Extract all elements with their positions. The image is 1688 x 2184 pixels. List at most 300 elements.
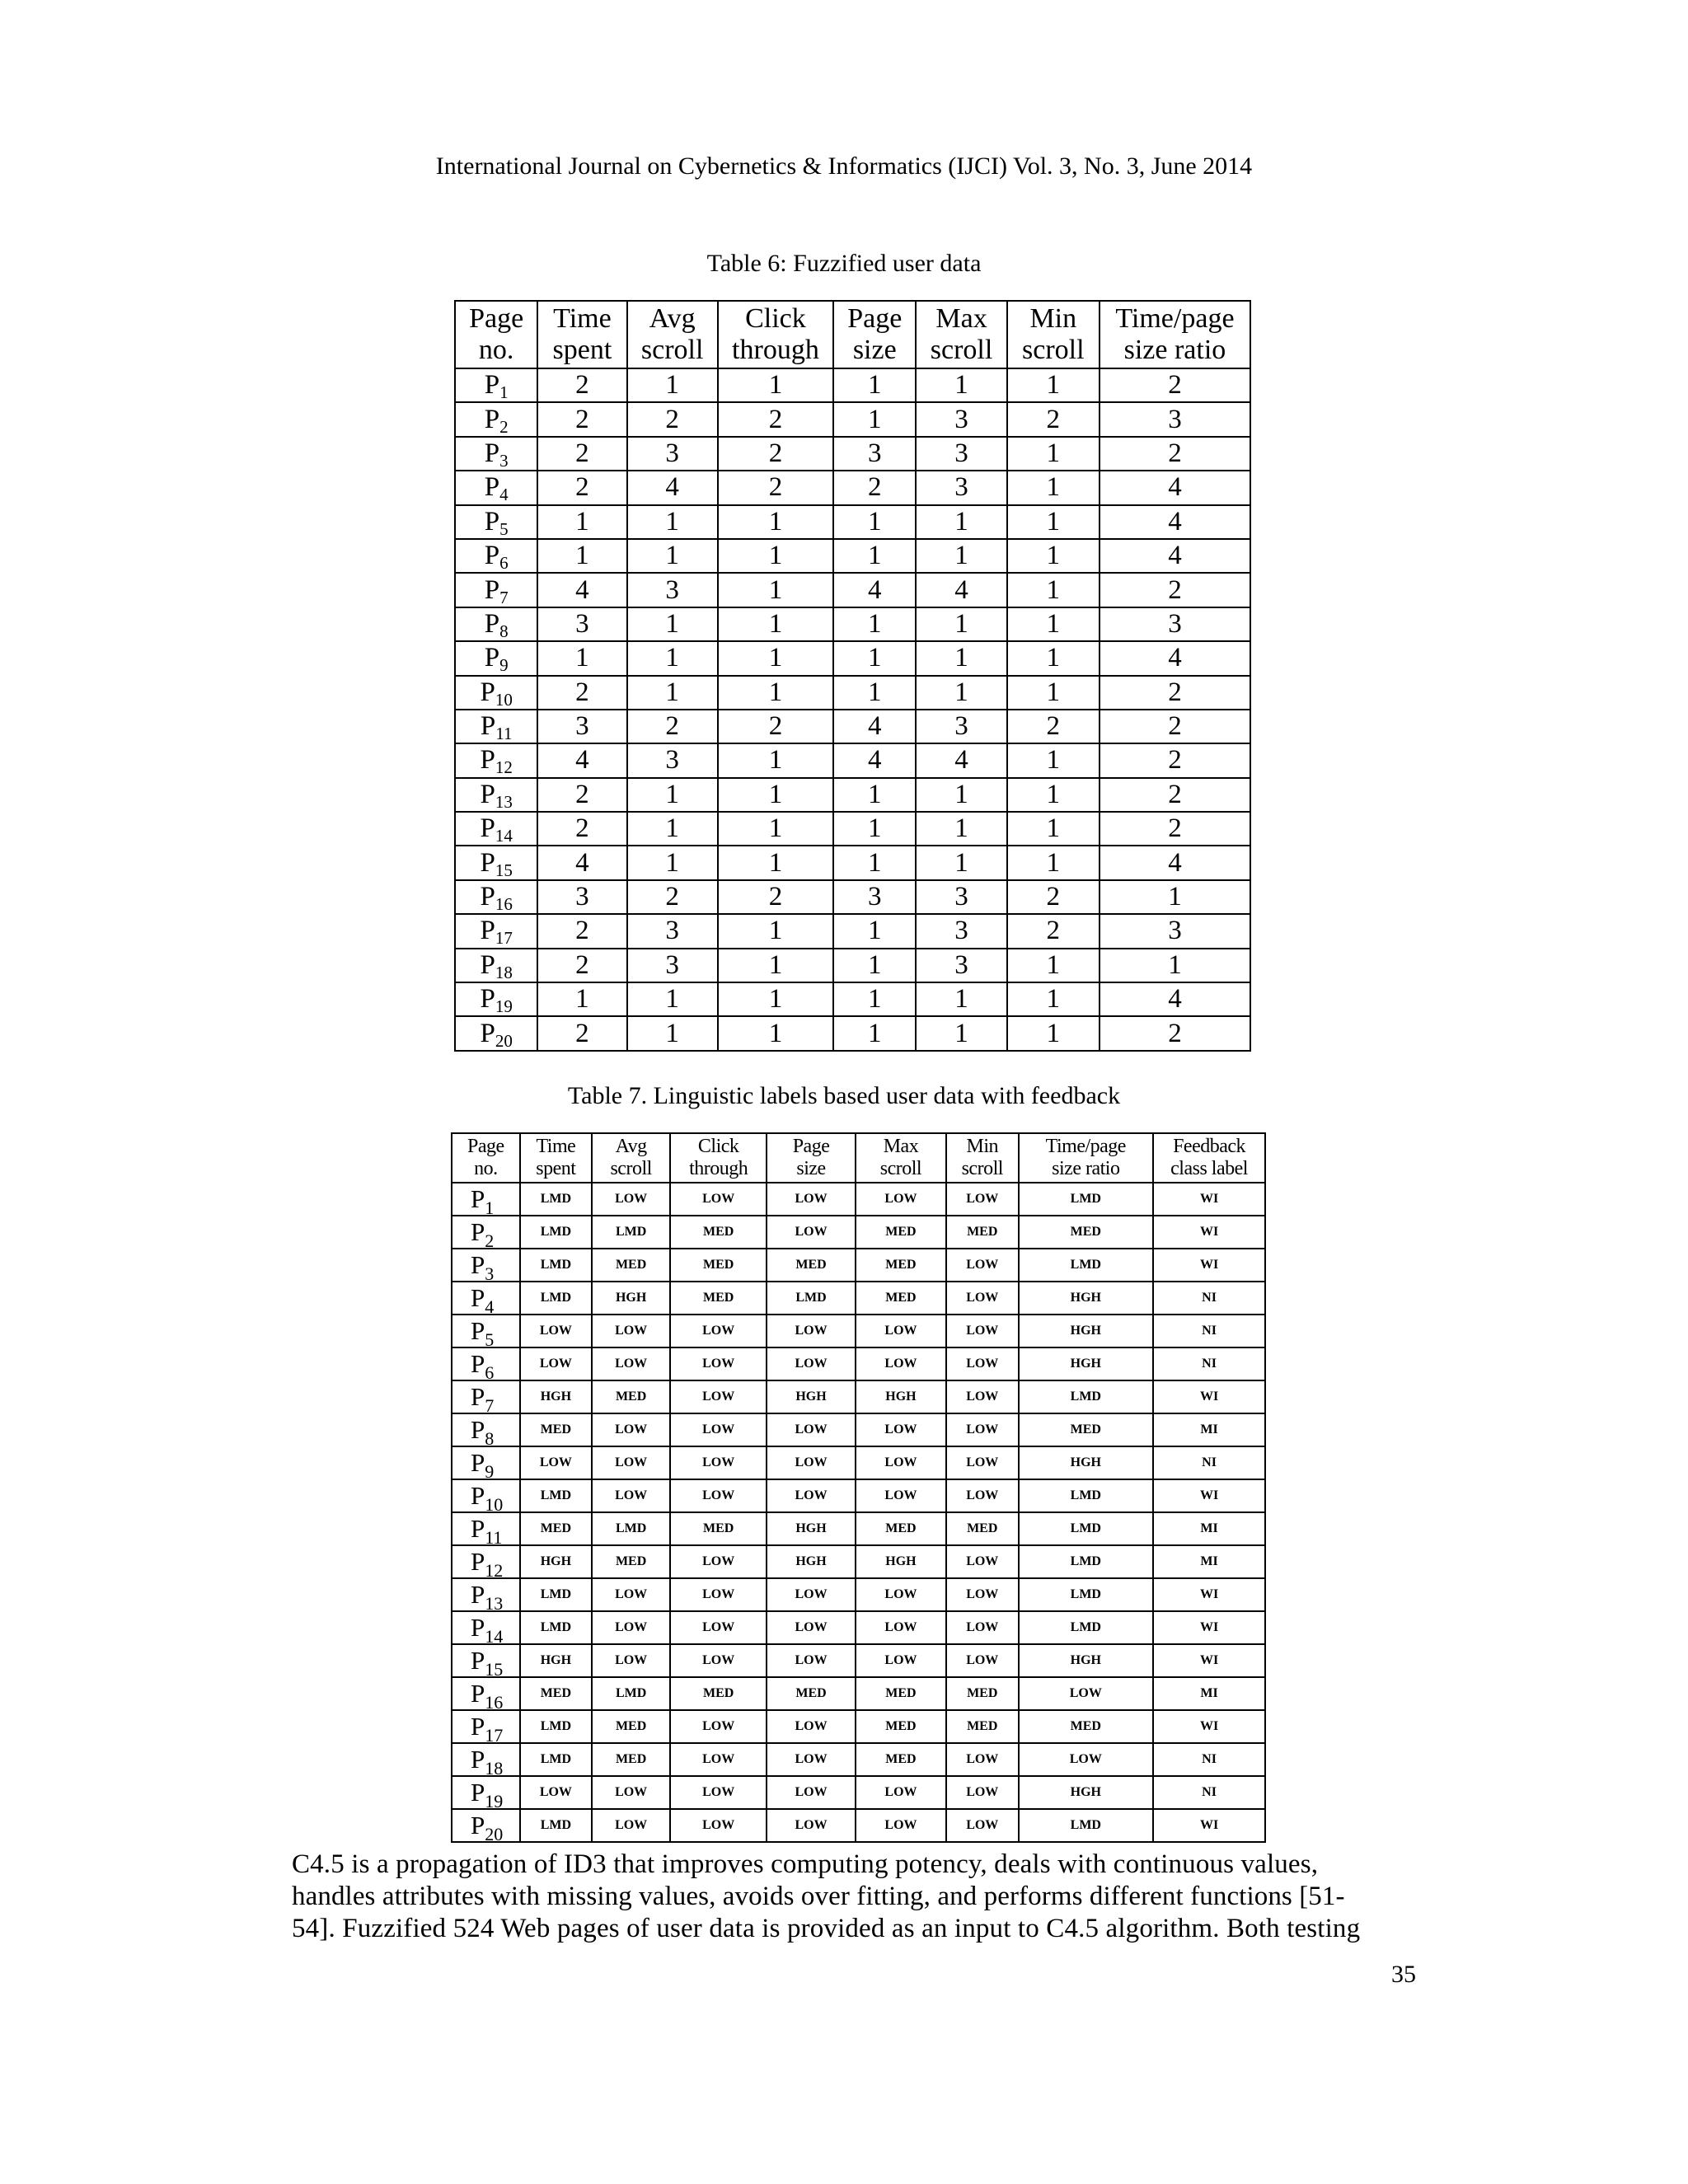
body-line: C4.5 is a propagation of ID3 that improves computing potency, deals with continuous values, [292, 1849, 1319, 1879]
table-cell: 3 [916, 437, 1006, 471]
page-index: 8 [499, 621, 509, 641]
table-cell: 4 [1100, 471, 1250, 504]
table-cell: 3 [1100, 914, 1250, 948]
table-cell: LOW [946, 1380, 1019, 1413]
table-cell: MED [856, 1249, 946, 1282]
column-header [1019, 1133, 1154, 1183]
column-header [833, 301, 916, 368]
page-no-cell [452, 1380, 520, 1416]
table-cell: MED [856, 1512, 946, 1545]
table-cell: LOW [946, 1809, 1019, 1842]
page-prefix: P [484, 404, 500, 434]
table-row [452, 1677, 1265, 1710]
header-line: Min [1029, 303, 1077, 334]
table-cell: LOW [670, 1644, 767, 1677]
table-cell: MI [1153, 1413, 1265, 1446]
table-cell: LOW [767, 1315, 856, 1347]
header-line: spent [536, 1158, 576, 1179]
table-cell: 1 [1007, 368, 1100, 402]
table-cell: LOW [670, 1776, 767, 1809]
page-no-cell [452, 1249, 520, 1282]
table-cell: 2 [537, 402, 626, 436]
table-row [455, 846, 1250, 879]
table-cell: 4 [537, 573, 626, 607]
page-no-cell [452, 1545, 520, 1581]
table-cell: 1 [916, 1016, 1006, 1050]
table7-header-row [452, 1133, 1265, 1183]
page-no-cell [452, 1677, 520, 1713]
table-cell: 1 [718, 505, 833, 539]
table-cell: LOW [520, 1347, 592, 1380]
page-index: 13 [495, 791, 513, 812]
table-cell: WI [1153, 1578, 1265, 1611]
header-line: Max [935, 303, 987, 334]
table-cell: LOW [767, 1710, 856, 1743]
page-index: 7 [499, 587, 509, 607]
page-index: 10 [495, 689, 513, 710]
header-line: Avg [649, 303, 696, 334]
table-cell: 1 [916, 846, 1006, 879]
table-cell: 2 [1100, 812, 1250, 846]
page-prefix: P [471, 1778, 485, 1807]
table-cell: 1 [718, 676, 833, 710]
table-cell: 2 [718, 880, 833, 914]
table-cell: LMD [520, 1578, 592, 1611]
table-cell: 1 [1007, 743, 1100, 777]
table-cell: MED [856, 1710, 946, 1743]
table-cell: MED [592, 1249, 670, 1282]
table-cell: LOW [670, 1315, 767, 1347]
table-cell: 3 [1100, 607, 1250, 641]
table-cell: HGH [856, 1380, 946, 1413]
page-prefix: P [480, 779, 495, 809]
page-index: 4 [499, 485, 509, 505]
table-cell: 3 [627, 573, 718, 607]
table-row [452, 1413, 1265, 1446]
table-cell: 1 [537, 641, 626, 675]
table-cell: LOW [856, 1183, 946, 1216]
page-prefix: P [471, 1745, 485, 1774]
column-header [946, 1133, 1019, 1183]
column-header [537, 301, 626, 368]
header-line: scroll [640, 335, 704, 365]
table-cell: 4 [833, 573, 916, 607]
header-line: size [852, 335, 897, 365]
page-no-cell [452, 1183, 520, 1216]
table-cell: 2 [1100, 710, 1250, 743]
table-cell: LOW [767, 1216, 856, 1249]
table-cell: 1 [833, 505, 916, 539]
table-row [455, 607, 1250, 641]
column-header [520, 1133, 592, 1183]
table-cell: LMD [1019, 1611, 1154, 1644]
table-cell: HGH [520, 1545, 592, 1578]
table-cell: LMD [592, 1677, 670, 1710]
table-cell: 4 [833, 710, 916, 743]
page-no-cell [455, 505, 537, 539]
table-row [452, 1578, 1265, 1611]
page-index: 9 [485, 1461, 495, 1482]
table-cell: LOW [856, 1776, 946, 1809]
page-index: 6 [499, 553, 509, 574]
table-row [452, 1446, 1265, 1479]
page-index: 10 [485, 1494, 504, 1515]
table-cell: LOW [946, 1578, 1019, 1611]
page-no-cell [452, 1743, 520, 1779]
table-cell: 1 [1007, 471, 1100, 504]
table-cell: MED [946, 1512, 1019, 1545]
table-cell: LOW [767, 1479, 856, 1512]
table-cell: 1 [916, 676, 1006, 710]
table-cell: 4 [916, 573, 1006, 607]
table-cell: LOW [767, 1776, 856, 1809]
table-cell: 2 [718, 437, 833, 471]
table-cell: HGH [1019, 1315, 1154, 1347]
table-row [455, 949, 1250, 982]
table-cell: LOW [946, 1315, 1019, 1347]
table-cell: WI [1153, 1479, 1265, 1512]
table-cell: LOW [670, 1446, 767, 1479]
page-prefix: P [484, 438, 500, 468]
table-cell: MED [946, 1677, 1019, 1710]
header-line: no. [474, 1158, 498, 1179]
table-row [452, 1479, 1265, 1512]
table-cell: LMD [592, 1512, 670, 1545]
page-no-cell [455, 676, 537, 710]
table-cell: MED [1019, 1413, 1154, 1446]
page-prefix: P [480, 1018, 495, 1048]
page-no-cell [455, 471, 537, 504]
table-cell: 1 [627, 368, 718, 402]
table-cell: 3 [916, 471, 1006, 504]
header-line: through [689, 1158, 748, 1179]
table-cell: LOW [946, 1776, 1019, 1809]
page-index: 6 [485, 1362, 495, 1383]
page-index: 17 [485, 1725, 504, 1746]
page-index: 13 [485, 1593, 504, 1614]
page-prefix: P [484, 472, 500, 503]
table-cell: LOW [670, 1578, 767, 1611]
page-prefix: P [471, 1580, 485, 1609]
page-prefix: P [471, 1679, 485, 1708]
table-cell: 1 [627, 641, 718, 675]
table-row [455, 641, 1250, 675]
page-no-cell [455, 607, 537, 641]
table-cell: 4 [1100, 641, 1250, 675]
table-cell: 3 [833, 437, 916, 471]
table-cell: 1 [1007, 949, 1100, 982]
table-cell: LOW [767, 1578, 856, 1611]
table-cell: 1 [627, 1016, 718, 1050]
table-cell: 1 [916, 982, 1006, 1016]
table-cell: MED [767, 1249, 856, 1282]
table-cell: 1 [1007, 812, 1100, 846]
table-cell: 1 [627, 846, 718, 879]
table-cell: 2 [1007, 914, 1100, 948]
table-cell: MED [592, 1710, 670, 1743]
table-row [452, 1216, 1265, 1249]
table-row [452, 1282, 1265, 1315]
table-cell: HGH [1019, 1347, 1154, 1380]
table-cell: 3 [1100, 402, 1250, 436]
table-cell: LOW [670, 1413, 767, 1446]
table-row [455, 505, 1250, 539]
page-no-cell [455, 880, 537, 914]
page-prefix: P [471, 1448, 485, 1477]
table-cell: MI [1153, 1677, 1265, 1710]
table-cell: MED [946, 1216, 1019, 1249]
table-row [452, 1644, 1265, 1677]
table-cell: NI [1153, 1282, 1265, 1315]
table-row [455, 812, 1250, 846]
page-prefix: P [471, 1382, 485, 1411]
page-index: 1 [485, 1197, 495, 1218]
page-index: 3 [499, 450, 509, 471]
table-cell: HGH [592, 1282, 670, 1315]
table-row [452, 1611, 1265, 1644]
table-cell: LOW [767, 1413, 856, 1446]
page-prefix: P [471, 1712, 485, 1741]
table-cell: 1 [916, 607, 1006, 641]
page-prefix: P [484, 506, 500, 537]
page-index: 11 [495, 724, 513, 744]
table-cell: HGH [520, 1380, 592, 1413]
table-cell: LOW [946, 1611, 1019, 1644]
table-cell: 1 [627, 607, 718, 641]
table-row [452, 1743, 1265, 1776]
page-no-cell [452, 1446, 520, 1482]
table-cell: 1 [1007, 607, 1100, 641]
table-cell: 1 [718, 982, 833, 1016]
page-prefix: P [471, 1646, 485, 1675]
page-prefix: P [480, 745, 495, 776]
table-row [455, 982, 1250, 1016]
page-prefix: P [471, 1283, 485, 1312]
table-cell: 1 [1007, 846, 1100, 879]
table-cell: 3 [916, 880, 1006, 914]
page-prefix: P [484, 608, 500, 639]
table-cell: 2 [537, 1016, 626, 1050]
table-row [452, 1249, 1265, 1282]
header-line: Click [745, 303, 806, 334]
table-cell: LOW [670, 1380, 767, 1413]
page-no-cell [452, 1413, 520, 1449]
table-cell: 1 [833, 402, 916, 436]
table-cell: 1 [627, 982, 718, 1016]
table-cell: WI [1153, 1183, 1265, 1216]
table-cell: LOW [946, 1743, 1019, 1776]
table-cell: LOW [856, 1611, 946, 1644]
page-prefix: P [471, 1613, 485, 1642]
table-cell: MED [856, 1282, 946, 1315]
table-cell: 1 [833, 812, 916, 846]
header-line: through [732, 335, 819, 365]
table-cell: LMD [520, 1809, 592, 1842]
journal-header: International Journal on Cybernetics & Informatics (IJCI) Vol. 3, No. 3, June 2014 [435, 152, 1253, 180]
table6-header-row [455, 301, 1250, 368]
column-header [452, 1133, 520, 1183]
table-cell: HGH [520, 1644, 592, 1677]
table-cell: MED [1019, 1710, 1154, 1743]
table-cell: 1 [1007, 1016, 1100, 1050]
table-cell: MED [592, 1743, 670, 1776]
body-line: 54]. Fuzzified 524 Web pages of user data is provided as an input to C4.5 algorithm. Both testing [292, 1914, 1361, 1943]
page-prefix: P [480, 882, 495, 912]
table-cell: LOW [520, 1315, 592, 1347]
column-header [592, 1133, 670, 1183]
table-cell: LMD [520, 1743, 592, 1776]
table-cell: LOW [856, 1347, 946, 1380]
table-cell: LOW [670, 1183, 767, 1216]
table-cell: LMD [520, 1611, 592, 1644]
table-row [452, 1809, 1265, 1842]
table-cell: 4 [1100, 846, 1250, 879]
table-cell: LOW [946, 1545, 1019, 1578]
table-cell: LOW [946, 1479, 1019, 1512]
page-index: 19 [485, 1791, 504, 1811]
table-cell: 1 [916, 368, 1006, 402]
table-cell: LMD [592, 1216, 670, 1249]
table-cell: NI [1153, 1776, 1265, 1809]
table-cell: 2 [1007, 880, 1100, 914]
table-cell: LOW [592, 1413, 670, 1446]
table-cell: LMD [1019, 1809, 1154, 1842]
page-no-cell [452, 1216, 520, 1249]
header-line: Page [469, 303, 524, 334]
page-no-cell [455, 743, 537, 777]
table-cell: 1 [718, 573, 833, 607]
table-cell: 3 [537, 607, 626, 641]
column-header [627, 301, 718, 368]
page-prefix: P [471, 1316, 485, 1345]
page-prefix: P [471, 1547, 485, 1576]
table-cell: 1 [1007, 437, 1100, 471]
table-cell: 1 [1007, 778, 1100, 812]
table-cell: LOW [946, 1413, 1019, 1446]
header-line: scroll [961, 1158, 1003, 1179]
table-cell: LOW [767, 1611, 856, 1644]
table6-fuzzified-user-data [454, 300, 1251, 1052]
header-line: scroll [930, 335, 993, 365]
table-cell: MED [670, 1512, 767, 1545]
page-prefix: P [480, 984, 495, 1015]
header-line: Page [847, 303, 903, 334]
page-no-cell [455, 1016, 537, 1050]
page-index: 9 [499, 655, 509, 676]
table-cell: LOW [767, 1809, 856, 1842]
page-index: 12 [495, 757, 513, 778]
table-cell: 1 [1007, 982, 1100, 1016]
table-cell: 2 [1100, 778, 1250, 812]
page-no-cell [455, 949, 537, 982]
table-cell: HGH [767, 1512, 856, 1545]
header-line: no. [478, 335, 514, 365]
table-cell: 4 [916, 743, 1006, 777]
page-index: 3 [485, 1263, 495, 1284]
table-cell: LMD [1019, 1183, 1154, 1216]
table-cell: 1 [537, 539, 626, 573]
table-cell: LOW [1019, 1743, 1154, 1776]
table-cell: 2 [718, 471, 833, 504]
table-cell: 4 [1100, 539, 1250, 573]
body-paragraph [292, 1849, 1403, 1945]
table-cell: 1 [537, 505, 626, 539]
header-line: Time/page [1045, 1136, 1126, 1157]
table-row [455, 539, 1250, 573]
table-cell: LOW [856, 1479, 946, 1512]
page-prefix: P [471, 1415, 485, 1444]
table-cell: WI [1153, 1710, 1265, 1743]
table-cell: 1 [916, 812, 1006, 846]
table-cell: 1 [537, 982, 626, 1016]
table-cell: LOW [856, 1809, 946, 1842]
header-line: Time [553, 303, 612, 334]
page-prefix: P [480, 916, 495, 946]
table-cell: 1 [833, 368, 916, 402]
page-index: 19 [495, 996, 513, 1017]
table-cell: 2 [627, 710, 718, 743]
table-cell: HGH [1019, 1776, 1154, 1809]
column-header [670, 1133, 767, 1183]
table-cell: LOW [856, 1446, 946, 1479]
table-cell: LOW [592, 1776, 670, 1809]
page-index: 14 [495, 826, 513, 846]
page-index: 20 [495, 1030, 513, 1051]
table-cell: 1 [916, 778, 1006, 812]
table-cell: 2 [537, 812, 626, 846]
table-cell: 3 [627, 437, 718, 471]
header-line: Min [966, 1136, 998, 1157]
header-line: Time/page [1115, 303, 1235, 334]
table-row [455, 743, 1250, 777]
column-header [1007, 301, 1100, 368]
table-cell: LOW [1019, 1677, 1154, 1710]
table-cell: WI [1153, 1380, 1265, 1413]
table-cell: 2 [1100, 743, 1250, 777]
table-cell: 2 [537, 778, 626, 812]
table-cell: 2 [1100, 437, 1250, 471]
table-cell: 4 [627, 471, 718, 504]
table-cell: 2 [537, 368, 626, 402]
table-cell: LMD [1019, 1578, 1154, 1611]
body-line: handles attributes with missing values, avoids over fitting, and performs different functions [51- [292, 1882, 1345, 1911]
page-no-cell [455, 846, 537, 879]
table-cell: 1 [627, 505, 718, 539]
table-row [455, 437, 1250, 471]
table-row [452, 1347, 1265, 1380]
table-cell: 2 [537, 471, 626, 504]
page-no-cell [452, 1809, 520, 1842]
page-no-cell [455, 368, 537, 402]
table-cell: LOW [592, 1183, 670, 1216]
table-cell: LOW [946, 1347, 1019, 1380]
table-cell: 2 [1100, 1016, 1250, 1050]
table-cell: 1 [833, 982, 916, 1016]
table-cell: LOW [767, 1644, 856, 1677]
table-cell: 2 [1100, 368, 1250, 402]
header-line: class label [1170, 1158, 1248, 1179]
page-prefix: P [471, 1217, 485, 1246]
table-row [455, 914, 1250, 948]
table-cell: 2 [718, 402, 833, 436]
table-cell: WI [1153, 1216, 1265, 1249]
table-cell: 3 [916, 402, 1006, 436]
page-index: 2 [485, 1230, 495, 1251]
table-cell: LMD [1019, 1512, 1154, 1545]
table-cell: LOW [670, 1545, 767, 1578]
table-cell: 2 [537, 949, 626, 982]
table-cell: HGH [767, 1545, 856, 1578]
